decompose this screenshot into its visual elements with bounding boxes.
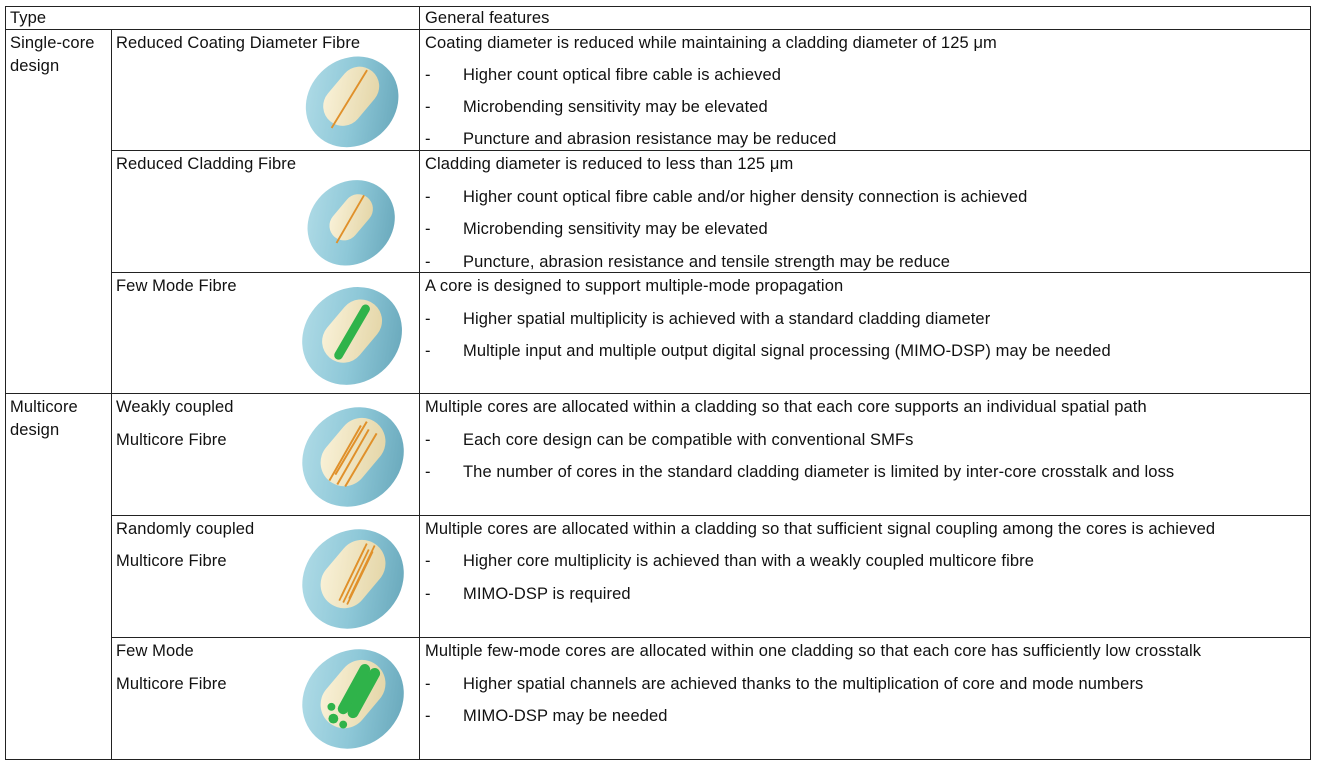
- row-divider: [111, 150, 1311, 151]
- fibre-name: Randomly coupled: [116, 520, 255, 538]
- fibre-name: Reduced Coating Diameter Fibre: [116, 34, 361, 52]
- feature-bullet: Multiple input and multiple output digital signal processing (MIMO-DSP) may be needed: [463, 342, 1111, 360]
- fibre-name: Multicore Fibre: [116, 675, 227, 693]
- feature-bullet: MIMO-DSP is required: [463, 585, 631, 603]
- bullet-dash: -: [425, 585, 431, 603]
- bullet-dash: -: [425, 431, 431, 449]
- bullet-dash: -: [425, 463, 431, 481]
- bullet-dash: -: [425, 130, 431, 148]
- bullet-dash: -: [425, 707, 431, 725]
- feature-bullet: Puncture, abrasion resistance and tensile strength may be reduce: [463, 253, 951, 271]
- bullet-dash: -: [425, 342, 431, 360]
- feature-bullet: Each core design can be compatible with conventional SMFs: [463, 431, 914, 449]
- feature-bullet: Higher core multiplicity is achieved than with a weakly coupled multicore fibre: [463, 552, 1034, 570]
- group-divider: [5, 393, 1311, 394]
- feature-bullet: MIMO-DSP may be needed: [463, 707, 668, 725]
- group-label: Multicore: [10, 398, 78, 416]
- bullet-dash: -: [425, 675, 431, 693]
- fibre-description: Cladding diameter is reduced to less than 125 μm: [425, 155, 794, 173]
- fibre-description: Multiple few-mode cores are allocated within one cladding so that each core has sufficiently low crosstalk: [425, 642, 1202, 660]
- fibre-name: Multicore Fibre: [116, 552, 227, 570]
- fibre-name: Weakly coupled: [116, 398, 234, 416]
- bullet-dash: -: [425, 66, 431, 84]
- fibre-description: Coating diameter is reduced while maintaining a cladding diameter of 125 μm: [425, 34, 997, 52]
- randomly-coupled-multicore-fibre-icon: [296, 518, 414, 636]
- feature-bullet: Higher count optical fibre cable is achieved: [463, 66, 782, 84]
- group-label: design: [10, 421, 60, 439]
- feature-bullet: Higher spatial multiplicity is achieved with a standard cladding diameter: [463, 310, 991, 328]
- bullet-dash: -: [425, 310, 431, 328]
- feature-bullet: Higher count optical fibre cable and/or higher density connection is achieved: [463, 188, 1028, 206]
- group-label: Single-core: [10, 34, 95, 52]
- header-type: Type: [10, 9, 47, 27]
- feature-bullet: Higher spatial channels are achieved thanks to the multiplication of core and mode numbers: [463, 675, 1144, 693]
- feature-bullet: The number of cores in the standard cladding diameter is limited by inter-core crosstalk and loss: [463, 463, 1175, 481]
- header-divider: [5, 29, 1311, 30]
- row-divider: [111, 272, 1311, 273]
- weakly-coupled-multicore-fibre-icon: [296, 396, 414, 514]
- feature-bullet: Microbending sensitivity may be elevated: [463, 98, 768, 116]
- feature-bullet: Puncture and abrasion resistance may be reduced: [463, 130, 837, 148]
- bullet-dash: -: [425, 188, 431, 206]
- fibre-name: Reduced Cladding Fibre: [116, 155, 297, 173]
- column-divider: [419, 6, 420, 760]
- fibre-description: Multiple cores are allocated within a cladding so that each core supports an individual spatial path: [425, 398, 1147, 416]
- fibre-name: Multicore Fibre: [116, 431, 227, 449]
- group-label: design: [10, 57, 60, 75]
- few-mode-multicore-fibre-icon: [296, 638, 414, 756]
- reduced-cladding-fibre-icon: [298, 166, 408, 276]
- feature-bullet: Microbending sensitivity may be elevated: [463, 220, 768, 238]
- bullet-dash: -: [425, 253, 431, 271]
- fibre-description: Multiple cores are allocated within a cladding so that sufficient signal coupling among the cores is achieved: [425, 520, 1216, 538]
- few-mode-fibre-icon: [296, 276, 412, 392]
- fibre-name: Few Mode: [116, 642, 194, 660]
- fibre-description: A core is designed to support multiple-mode propagation: [425, 277, 844, 295]
- row-divider: [111, 515, 1311, 516]
- column-divider: [111, 29, 112, 760]
- fibre-name: Few Mode Fibre: [116, 277, 237, 295]
- reduced-coating-fibre-icon: [298, 44, 410, 156]
- bullet-dash: -: [425, 98, 431, 116]
- bullet-dash: -: [425, 552, 431, 570]
- row-divider: [111, 637, 1311, 638]
- header-general-features: General features: [425, 9, 550, 27]
- bullet-dash: -: [425, 220, 431, 238]
